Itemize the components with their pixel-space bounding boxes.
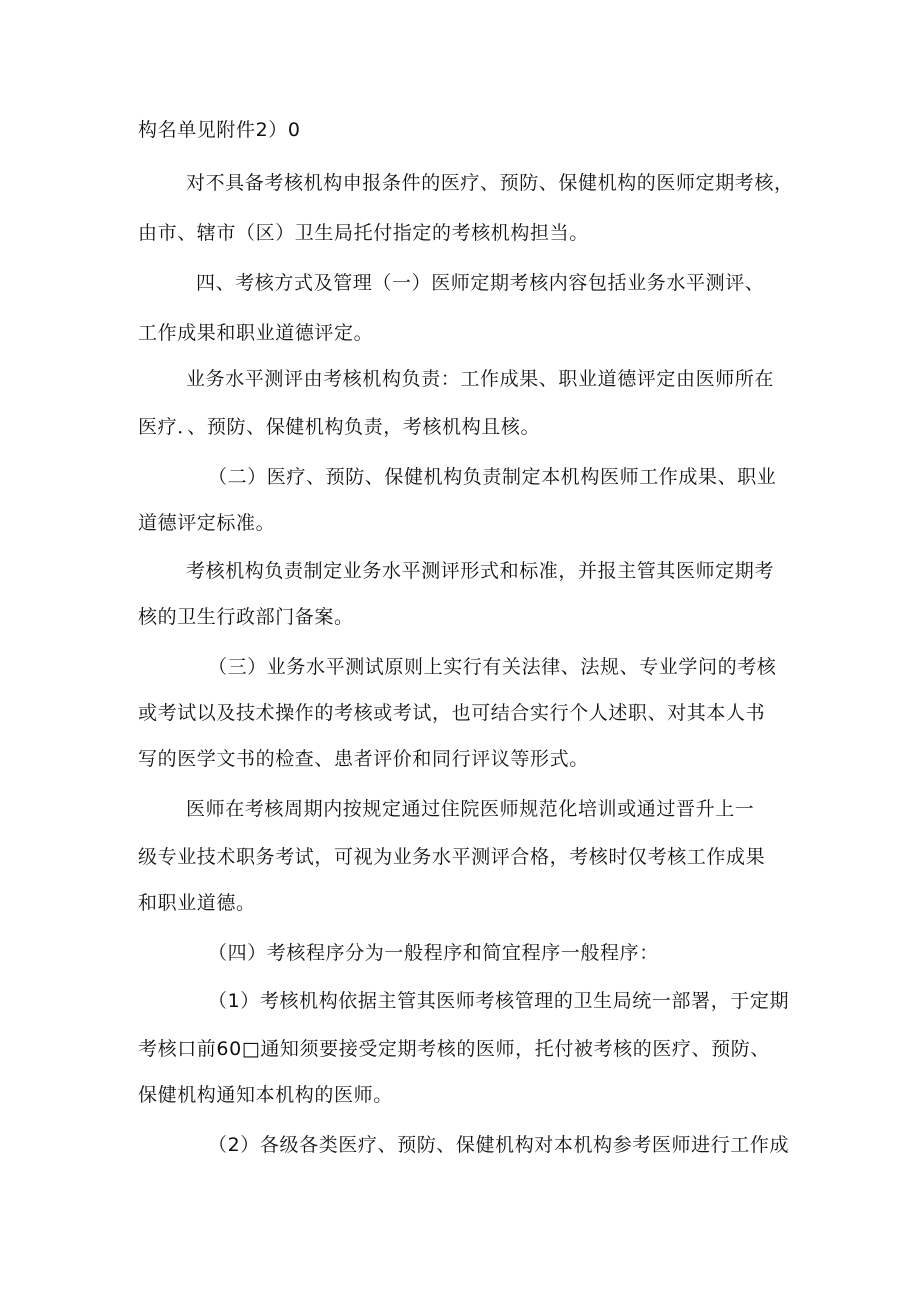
- text-line-14: 写的医学文书的检查、患者评价和同行评议等形式。: [138, 748, 589, 770]
- text-line-22: （2）各级各类医疗、预防、保健机构对本机构参考医师进行工作成: [208, 1134, 790, 1156]
- text-line-16: 级专业技术职务考试，可视为业务水平测评合格，考核时仅考核工作成果: [138, 846, 766, 868]
- text-line-5: 工作成果和职业道德评定。: [138, 322, 374, 344]
- text-line-8: （二）医疗、预防、保健机构负责制定本机构医师工作成果、职业: [208, 466, 777, 488]
- text-line-17: 和职业道德。: [138, 892, 256, 914]
- text-line-2: 对不具备考核机构申报条件的医疗、预防、保健机构的医师定期考核，: [186, 172, 794, 194]
- text-line-18: （四）考核程序分为一般程序和简宜程序一般程序：: [208, 942, 659, 964]
- text-line-15: 医师在考核周期内按规定通过住院医师规范化培训或通过晋升上一: [186, 798, 755, 820]
- text-line-4: 四、考核方式及管理（一）医师定期考核内容包括业务水平测评、: [196, 272, 765, 294]
- text-line-9: 道德评定标准。: [138, 512, 276, 534]
- text-line-19: （1）考核机构依据主管其医师考核管理的卫生局统一部署，于定期: [208, 990, 790, 1012]
- text-line-10: 考核机构负责制定业务水平测评形式和标准，并报主管其医师定期考: [186, 560, 775, 582]
- text-line-7: 医疗．、预防、保健机构负责，考核机构且核。: [138, 416, 541, 438]
- text-line-12: （三）业务水平测试原则上实行有关法律、法规、专业学问的考核: [208, 656, 777, 678]
- text-line-21: 保健机构通知本机构的医师。: [138, 1084, 393, 1106]
- text-line-3: 由市、辖市（区）卫生局托付指定的考核机构担当。: [138, 222, 589, 244]
- text-line-13: 或考试以及技术操作的考核或考试，也可结合实行个人述职、对其本人书: [138, 702, 766, 724]
- text-line-20: 考核口前60□通知须要接受定期考核的医师，托付被考核的医疗、预防、: [138, 1038, 770, 1060]
- text-line-11: 核的卫生行政部门备案。: [138, 606, 354, 628]
- text-line-6: 业务水平测评由考核机构负责：工作成果、职业道德评定由医师所在: [186, 368, 775, 390]
- text-line-1: 构名单见附件2）0: [138, 119, 301, 141]
